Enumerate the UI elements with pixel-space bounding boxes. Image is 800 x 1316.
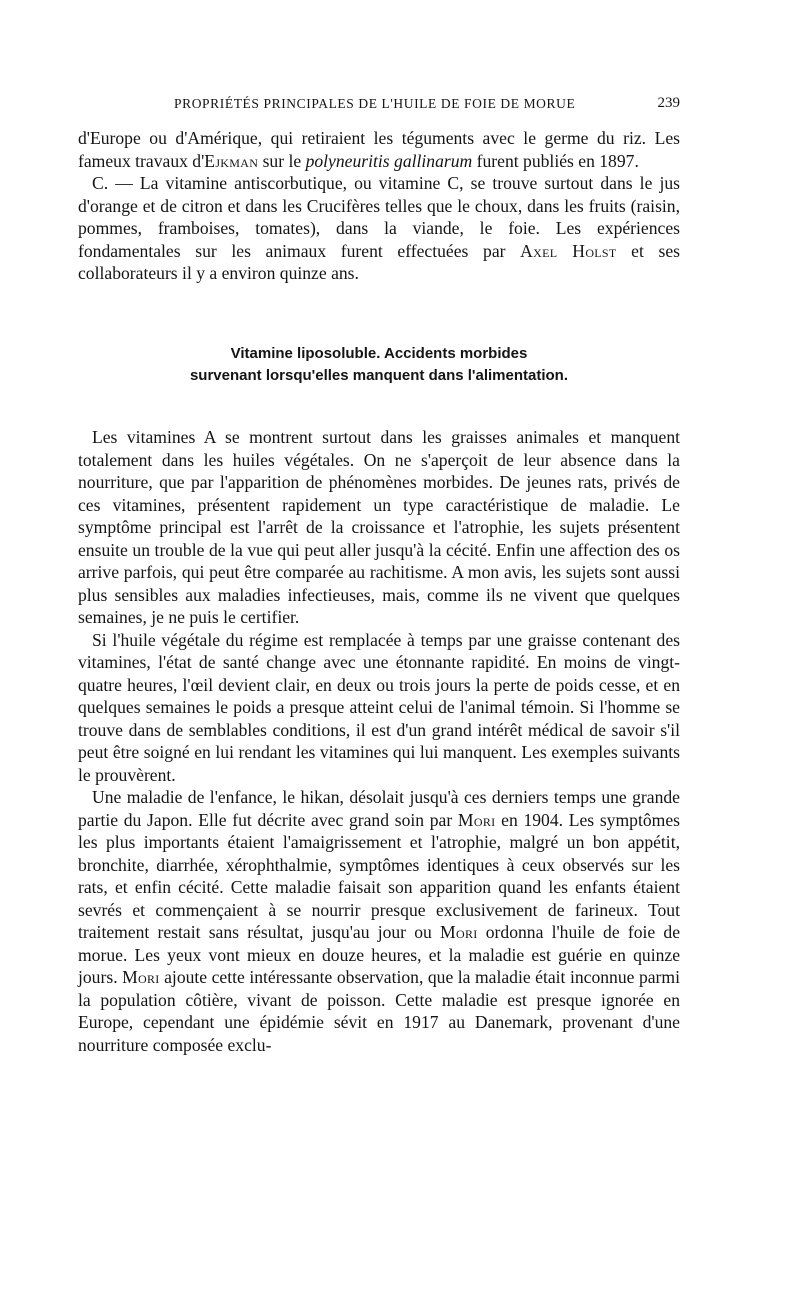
- section-heading-line-1: Vitamine liposoluble. Accidents morbides: [230, 345, 528, 362]
- text-run: ordonna l'huile de foie de morue. Les yeux vont mieux en douze heures, et la maladie est guérie en quinze jours.: [78, 922, 680, 987]
- paragraph-ejkman: [78, 127, 680, 172]
- text-run: ajoute cette intéressante observation, que la maladie était inconnue parmi la population côtière, vivant de poisson. Cette maladie est presque ignorée en Europe, cependant une épidémie sévit en 1917 au Danemark, provenant d'une nourriture composée exclu-: [78, 967, 680, 1055]
- paragraph-hikan: [78, 786, 680, 1056]
- paragraph-vitamin-c: [78, 172, 680, 285]
- section-heading-line-2: survenant lorsqu'elles manquent dans l'alimentation.: [189, 367, 569, 384]
- author-mori: Mori: [122, 967, 160, 987]
- author-mori: Mori: [440, 922, 478, 942]
- italic-term: polyneuritis gallinarum: [305, 150, 473, 171]
- text-block-main: [78, 426, 680, 1056]
- text-run: C. — La vitamine antiscorbutique, ou vitamine C, se trouve surtout dans le jus d'orange et de citron et dans les Crucifères telles que le choux, dans les fruits (raisin, pommes, framboises, tomates), dans la viande, le foie. Les expériences fondamentales sur les animaux furent effectuées par: [78, 173, 680, 261]
- section-heading: [78, 343, 680, 387]
- page-number: 239: [657, 95, 680, 111]
- paragraph-vitamines-a: Les vitamines A se montrent surtout dans les graisses animales et manquent totalement dans les huiles végétales. On ne s'aperçoit de leur absence dans la nourriture, que par l'apparition de phénomènes morbides. De jeunes rats, privés de ces vitamines, présentent rapidement un type caractéristique de maladie. Le symptôme principal est l'arrêt de la croissance et l'atrophie, les sujets présentent ensuite un trouble de la vue qui peut aller jusqu'à la cécité. Enfin une affection des os arrive parfois, qui peut être comparée au rachitisme. A mon avis, les sujets sont aussi plus sensibles aux maladies infectieuses, mais, comme ils ne vivent que quelques semaines, je ne puis le certifier.: [78, 427, 680, 627]
- text-run: et ses collaborateurs il y a environ quinze ans.: [78, 240, 680, 283]
- text-block-top: [78, 127, 680, 285]
- text-run: en 1904. Les symptômes les plus importants étaient l'amaigrissement et l'atrophie, malgré un bon appétit, bronchite, diarrhée, xérophthalmie, symptômes identiques à ceux observés sur les rats, et enfin cécité. Cette maladie faisait son apparition quand les enfants étaient sevrés et commençaient à se nourrir presque exclusivement de farineux. Tout traitement restait sans résultat, jusqu'au jour ou: [78, 809, 680, 942]
- author-axel-holst: Axel Holst: [520, 240, 617, 261]
- text-run: furent publiés en 1897.: [472, 150, 639, 171]
- text-run: sur le: [258, 150, 306, 171]
- running-title: PROPRIÉTÉS PRINCIPALES DE L'HUILE DE FOIE DE MORUE: [174, 96, 576, 111]
- author-ejkman: Ejkman: [204, 150, 259, 171]
- text-run: d'Europe ou d'Amérique, qui retiraient les téguments avec le germe du riz. Les fameux travaux d': [78, 128, 680, 171]
- author-mori: Mori: [457, 809, 496, 830]
- paragraph-huile-vegetale: Si l'huile végétale du régime est remplacée à temps par une graisse contenant des vitamines, l'état de santé change avec une étonnante rapidité. En moins de vingt-quatre heures, l'œil devient clair, en deux ou trois jours la perte de poids cesse, et en quelques semaines le poids a presque atteint celui de l'animal témoin. Si l'homme se trouve dans de semblables conditions, il est d'un grand intérêt médical de savoir s'il peut être soigné en lui rendant les vitamines qui lui manquent. Les exemples suivants le prouvèrent.: [78, 629, 680, 785]
- text-run: Une maladie de l'enfance, le hikan, désolait jusqu'à ces derniers temps une grande partie du Japon. Elle fut décrite avec grand soin par: [78, 787, 680, 830]
- running-header: [78, 96, 680, 118]
